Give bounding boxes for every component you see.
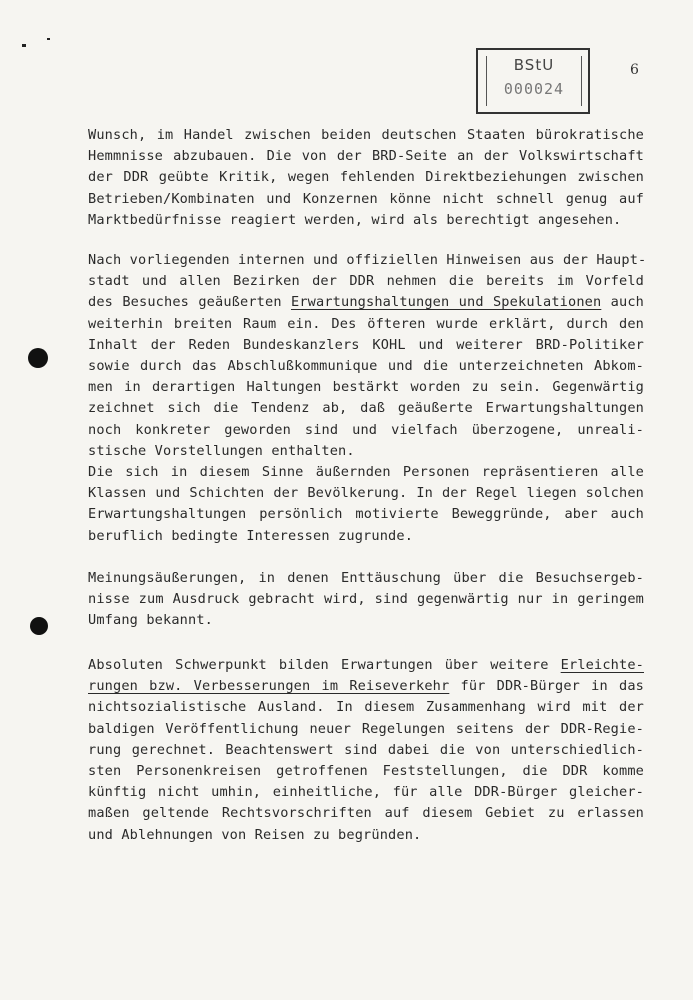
text-segment: nichtsozialistische Ausland. In diesem Zusammenhang wird mit der [88,699,644,716]
text-line [88,441,355,462]
text-segment: Meinungsäußerungen, in denen Enttäuschung über die Besuchsergeb- [88,570,644,586]
text-line [88,398,644,419]
text-segment: Die sich in diesem Sinne äußernden Personen repräsentieren alle [88,464,644,480]
scan-speck [22,44,26,47]
text-segment: Marktbedürfnisse reagiert werden, wird als berechtigt angesehen. [88,211,622,228]
archive-stamp-inner-frame [486,56,582,106]
text-segment: Klassen und Schichten der Bevölkerung. In der Regel liegen solchen [88,485,644,502]
text-line [88,335,644,356]
text-segment: Nach vorliegenden internen und offiziellen Hinweisen aus der Haupt- [88,252,647,268]
text-line [88,146,644,167]
text-line [88,589,644,610]
text-line [88,761,644,782]
text-line [88,697,644,718]
text-line [88,271,644,292]
text-line [88,782,644,803]
text-segment: für DDR-Bürger in das [449,678,644,695]
text-line [88,803,644,824]
underlined-phrase: Erwartungshaltungen und Spekulationen [290,294,602,311]
text-segment: Wunsch, im Handel zwischen beiden deutschen Staaten bürokratische [88,127,644,143]
text-segment: Erwartungshaltungen persönlich motivierte Beweggründe, aber auch [88,506,644,523]
text-segment: Hemmnisse abzubauen. Die von der BRD-Seite an der Volkswirtschaft [88,148,644,165]
text-line [88,250,647,271]
text-line [88,719,644,740]
text-segment: stadt und allen Bezirken der DDR nehmen die bereits im Vorfeld [88,273,644,290]
text-segment: rung gerechnet. Beachtenswert sind dabei die von unterschiedlich- [88,741,644,758]
text-line [88,740,644,761]
text-segment: beruflich bedingte Interessen zugrunde. [88,527,414,544]
archive-stamp-number: 000024 [503,80,565,98]
text-line [88,610,213,631]
text-segment: baldigen Veröffentlichung neuer Regelungen seitens der DDR-Regie- [88,720,644,737]
text-line [88,167,644,188]
text-segment: sowie durch das Abschlußkommunique und die unterzeichneten Abkom- [88,358,644,374]
page-number: 6 [630,62,639,78]
text-segment: und Ablehnungen von Reisen zu begründen. [88,826,422,843]
text-line [88,377,644,398]
text-line [88,420,644,441]
text-line [88,314,644,335]
text-line [88,655,644,676]
text-segment: Absoluten Schwerpunkt bilden Erwartungen über weitere [88,657,561,673]
punch-hole-mark [30,617,48,635]
text-segment: auch [601,294,644,311]
text-segment: des Besuches geäußerten [88,294,291,311]
text-line [88,210,621,231]
text-segment: der DDR geübte Kritik, wegen fehlenden Direktbeziehungen zwischen [88,169,644,186]
text-segment: zeichnet sich die Tendenz ab, daß geäußerte Erwartungshaltungen [88,400,644,417]
text-segment: noch konkreter geworden sind und vielfach überzogene, unreali- [88,421,644,438]
text-line [88,526,413,547]
archive-stamp-label: BStU [513,56,555,74]
text-segment: künftig nicht umhin, einheitliche, für alle DDR-Bürger gleicher- [88,784,644,801]
text-segment: nisse zum Ausdruck gebracht wird, sind gegenwärtig nur in geringem [88,591,644,608]
scan-speck [47,38,50,40]
text-line [88,504,644,525]
underlined-phrase: rungen bzw. Verbesserungen im Reiseverkehr [88,678,450,695]
text-segment: maßen geltende Rechtsvorschriften auf diesem Gebiet zu erlassen [88,805,644,822]
text-segment: men in derartigen Haltungen bestärkt worden zu sein. Gegenwärtig [88,379,644,396]
text-line [88,568,644,589]
text-line [88,189,644,210]
text-line [88,462,644,483]
text-segment: sten Personenkreisen getroffenen Feststellungen, die DDR komme [88,763,644,779]
text-segment: stische Vorstellungen enthalten. [88,442,355,459]
text-line [88,292,644,313]
text-line [88,125,644,146]
text-line [88,483,644,504]
text-segment: Betrieben/Kombinaten und Konzernen könne nicht schnell genug auf [88,190,644,207]
text-segment: Inhalt der Reden Bundeskanzlers KOHL und weiterer BRD-Politiker [88,336,644,353]
archive-stamp [476,48,590,114]
text-segment: weiterhin breiten Raum ein. Des öfteren wurde erklärt, durch den [88,315,644,332]
punch-hole-mark [28,348,48,368]
text-line [88,356,644,377]
underlined-phrase: Erleichte- [560,657,644,673]
text-line [88,825,421,846]
text-line [88,676,644,697]
text-segment: Umfang bekannt. [88,612,214,629]
